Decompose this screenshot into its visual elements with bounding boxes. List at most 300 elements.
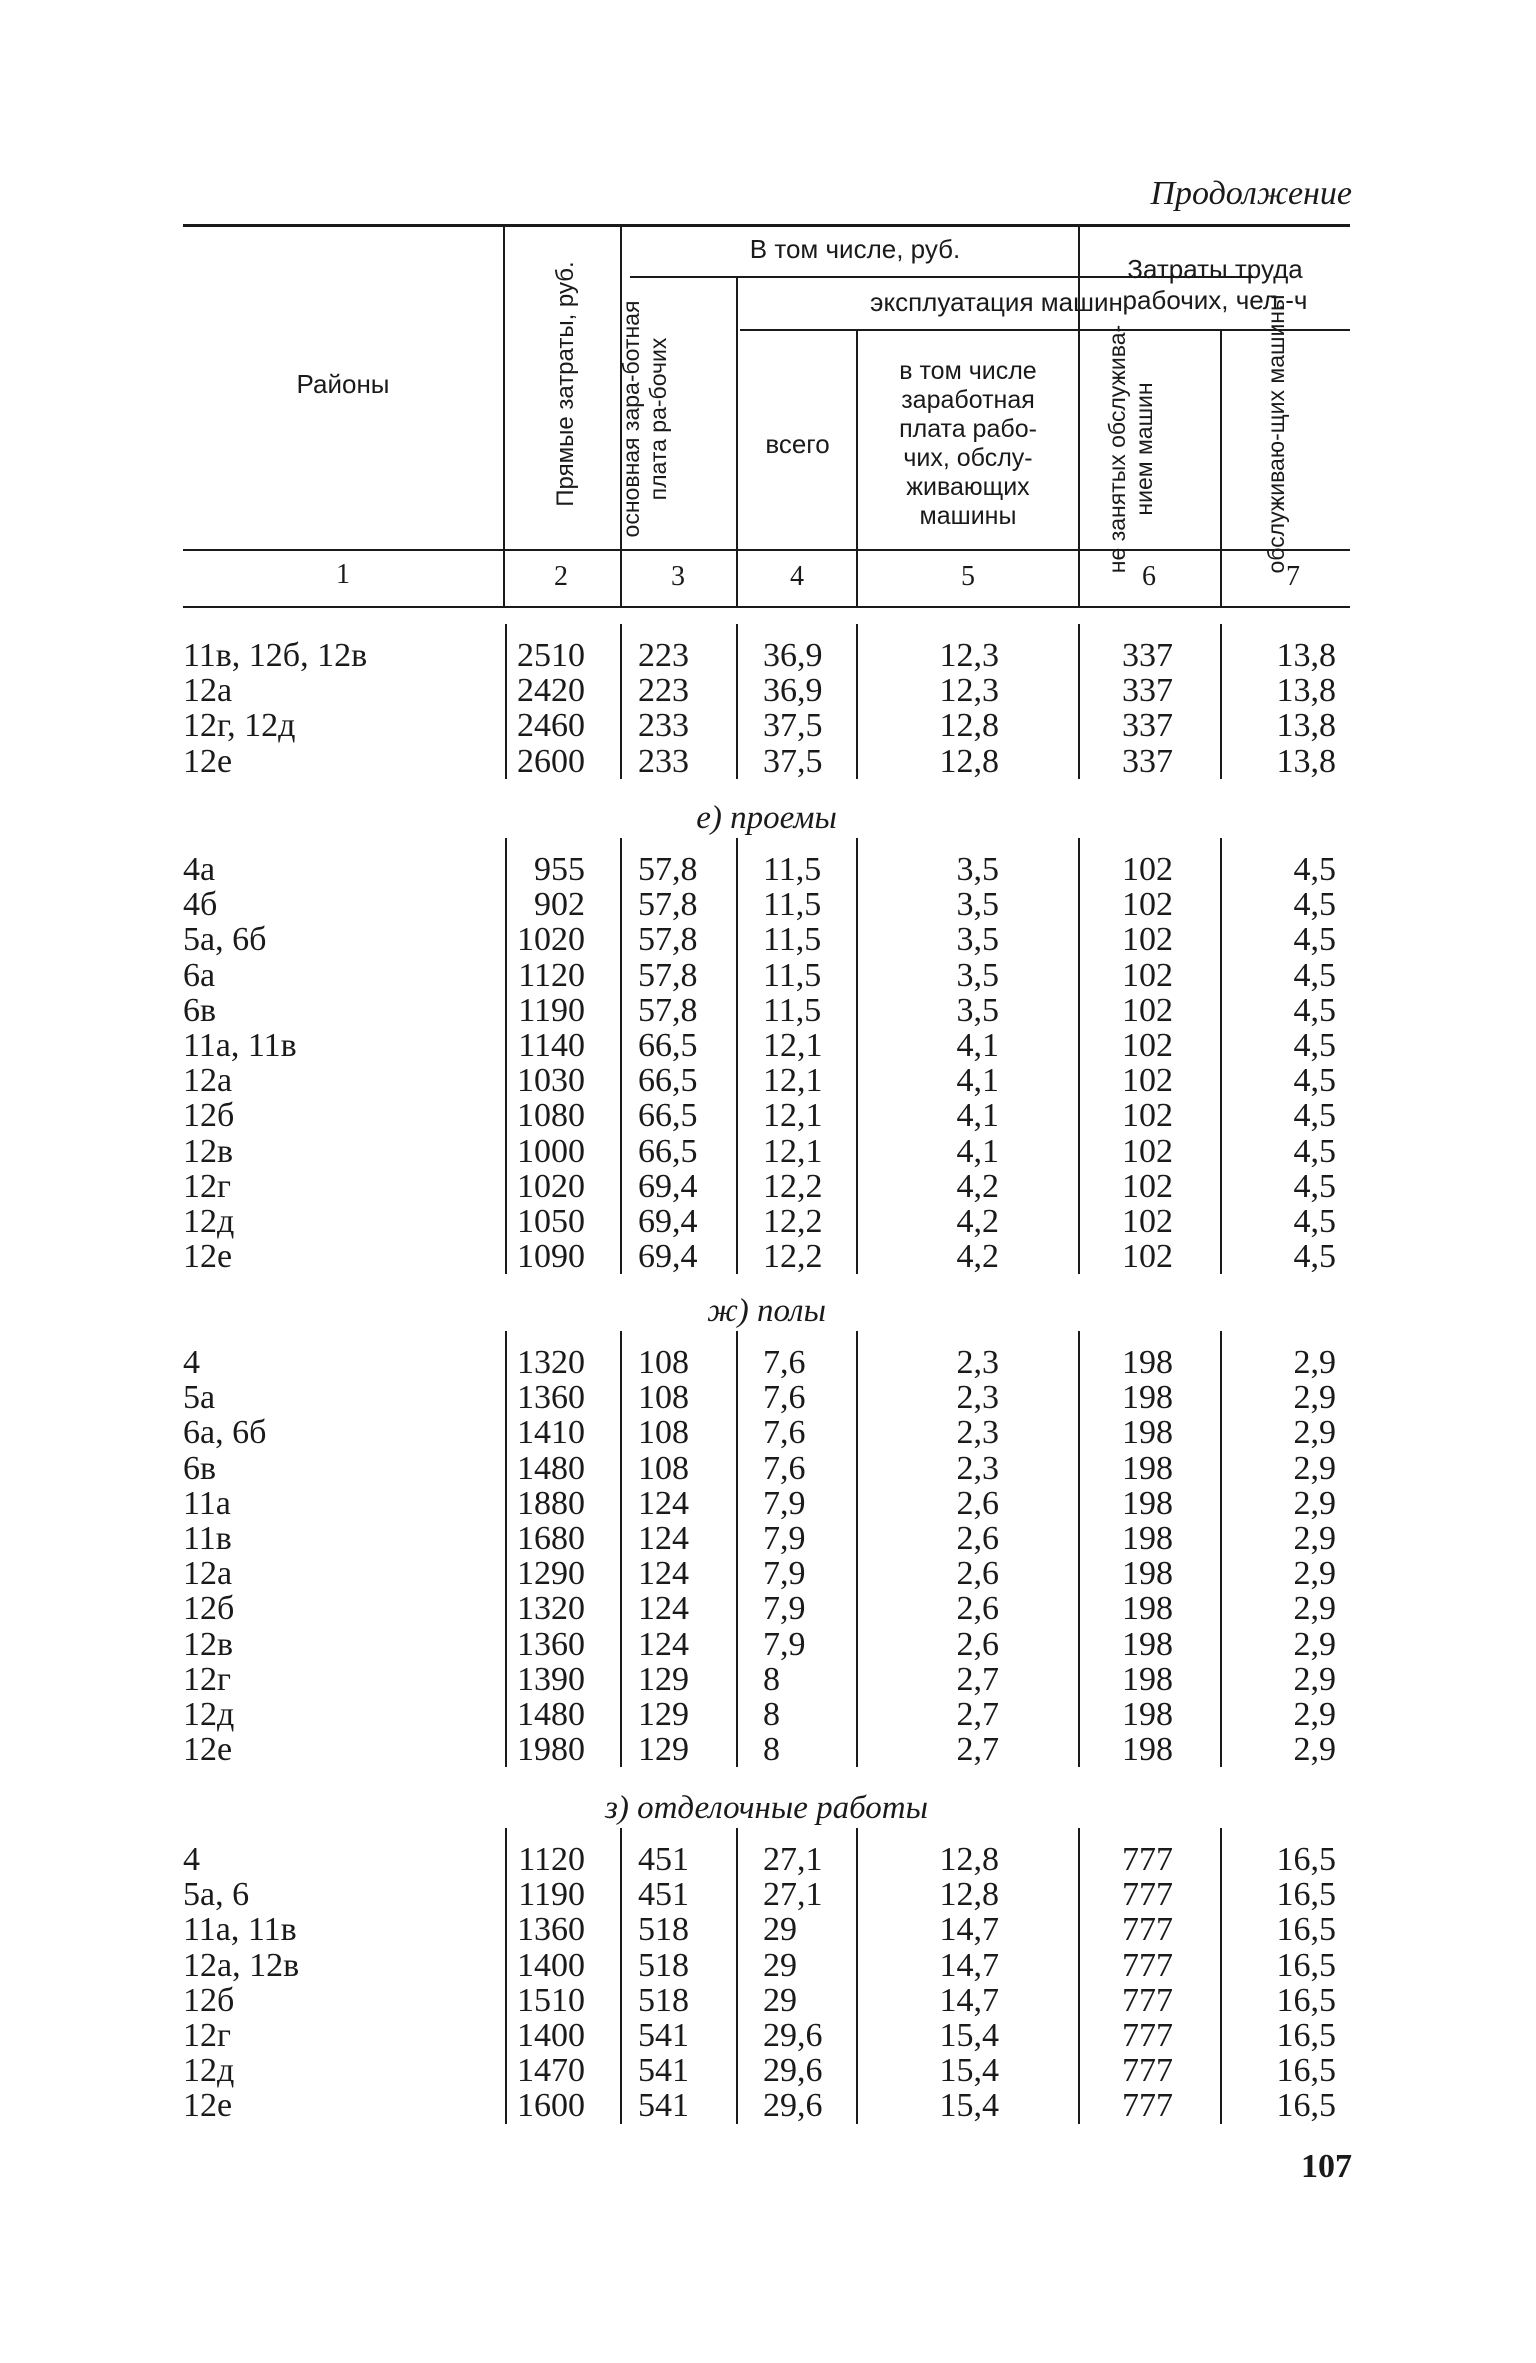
value-cell: 1120 bbox=[518, 1841, 585, 1878]
value-cell: 69,4 bbox=[638, 1238, 698, 1276]
region-cell: 12д bbox=[183, 2052, 235, 2090]
value-cell: 29,6 bbox=[763, 2052, 823, 2090]
value-cell: 451 bbox=[638, 1876, 689, 1914]
value-cell: 1090 bbox=[517, 1238, 585, 1276]
table-row bbox=[183, 1877, 1350, 1912]
region-cell: 5а bbox=[183, 1379, 216, 1417]
hdr-vline-6 bbox=[1220, 329, 1222, 607]
value-cell: 15,4 bbox=[939, 2052, 999, 2090]
direct-costs-header: Прямые затраты, руб. bbox=[552, 261, 579, 507]
value-cell: 129 bbox=[638, 1731, 689, 1769]
value-cell: 198 bbox=[1122, 1520, 1173, 1557]
value-cell: 198 bbox=[1122, 1660, 1173, 1698]
value-cell: 14,7 bbox=[939, 1981, 999, 2019]
value-cell: 518 bbox=[638, 1911, 689, 1949]
region-cell: 4а bbox=[183, 851, 216, 888]
value-cell: 777 bbox=[1122, 1911, 1173, 1949]
value-cell: 777 bbox=[1122, 2052, 1173, 2090]
region-cell: 12а bbox=[183, 1062, 233, 1100]
value-cell: 2,7 bbox=[956, 1731, 999, 1769]
table-row bbox=[183, 673, 1350, 708]
value-cell: 337 bbox=[1122, 672, 1173, 710]
value-cell: 198 bbox=[1122, 1555, 1173, 1593]
region-cell: 11а, 11в bbox=[183, 1027, 297, 1064]
value-cell: 57,8 bbox=[638, 886, 698, 924]
region-cell: 12г bbox=[183, 1660, 231, 1698]
value-cell: 12,8 bbox=[939, 707, 999, 745]
value-cell: 12,8 bbox=[939, 1876, 999, 1914]
value-cell: 541 bbox=[638, 2052, 689, 2090]
value-cell: 102 bbox=[1122, 1097, 1173, 1135]
value-cell: 16,5 bbox=[1276, 1841, 1336, 1878]
value-cell: 198 bbox=[1122, 1590, 1173, 1628]
table-row bbox=[183, 1169, 1350, 1204]
value-cell: 1480 bbox=[517, 1449, 585, 1487]
value-cell: 1020 bbox=[517, 1167, 585, 1205]
value-cell: 2,9 bbox=[1293, 1379, 1336, 1417]
region-cell: 12г bbox=[183, 2017, 231, 2054]
value-cell: 2,9 bbox=[1293, 1660, 1336, 1698]
value-cell: 108 bbox=[638, 1379, 689, 1417]
value-cell: 29,6 bbox=[763, 2017, 823, 2054]
value-cell: 2,9 bbox=[1293, 1590, 1336, 1628]
table-row bbox=[183, 638, 1350, 673]
value-cell: 1410 bbox=[517, 1414, 585, 1452]
value-cell: 1510 bbox=[517, 1981, 585, 2019]
value-cell: 12,3 bbox=[939, 672, 999, 710]
value-cell: 102 bbox=[1122, 991, 1173, 1029]
value-cell: 108 bbox=[638, 1414, 689, 1452]
value-cell: 102 bbox=[1122, 1238, 1173, 1276]
value-cell: 4,5 bbox=[1293, 1097, 1336, 1135]
table-row bbox=[183, 1697, 1350, 1732]
value-cell: 16,5 bbox=[1276, 2087, 1336, 2125]
table-row bbox=[183, 1591, 1350, 1626]
table-row bbox=[183, 852, 1350, 887]
value-cell: 14,7 bbox=[939, 1946, 999, 1984]
value-cell: 7,9 bbox=[763, 1625, 806, 1663]
value-cell: 2510 bbox=[517, 637, 585, 674]
continuation-label: Продолжение bbox=[1150, 175, 1352, 212]
table-row bbox=[183, 1521, 1350, 1556]
value-cell: 12,8 bbox=[939, 1841, 999, 1878]
region-cell: 4 bbox=[183, 1841, 200, 1878]
value-cell: 1360 bbox=[517, 1379, 585, 1417]
value-cell: 2,9 bbox=[1293, 1344, 1336, 1381]
colnum-6: 6 bbox=[1142, 561, 1156, 592]
table-row bbox=[183, 708, 1350, 743]
section-title: е) проемы bbox=[696, 800, 837, 836]
value-cell: 66,5 bbox=[638, 1097, 698, 1135]
value-cell: 11,5 bbox=[763, 886, 822, 924]
value-cell: 1000 bbox=[517, 1132, 585, 1170]
value-cell: 102 bbox=[1122, 1167, 1173, 1205]
value-cell: 129 bbox=[638, 1660, 689, 1698]
value-cell: 1080 bbox=[517, 1097, 585, 1135]
value-cell: 12,2 bbox=[763, 1167, 823, 1205]
value-cell: 1140 bbox=[518, 1027, 585, 1064]
value-cell: 2420 bbox=[517, 672, 585, 710]
value-cell: 2,7 bbox=[956, 1660, 999, 1698]
value-cell: 1320 bbox=[517, 1590, 585, 1628]
value-cell: 1320 bbox=[517, 1344, 585, 1381]
labor-header: Затраты труда рабочих, чел.-ч bbox=[1122, 254, 1308, 315]
value-cell: 2460 bbox=[517, 707, 585, 745]
value-cell: 16,5 bbox=[1276, 1981, 1336, 2019]
region-cell: 12в bbox=[183, 1132, 234, 1170]
table-row bbox=[183, 958, 1350, 993]
value-cell: 3,5 bbox=[956, 886, 999, 924]
value-cell: 233 bbox=[638, 742, 689, 780]
value-cell: 2,9 bbox=[1293, 1625, 1336, 1663]
region-cell: 11а, 11в bbox=[183, 1911, 297, 1949]
value-cell: 198 bbox=[1122, 1731, 1173, 1769]
value-cell: 124 bbox=[638, 1520, 689, 1557]
value-cell: 12,8 bbox=[939, 742, 999, 780]
value-cell: 102 bbox=[1122, 1203, 1173, 1240]
value-cell: 451 bbox=[638, 1841, 689, 1878]
value-cell: 16,5 bbox=[1276, 1946, 1336, 1984]
region-cell: 12г, 12д bbox=[183, 707, 296, 745]
value-cell: 102 bbox=[1122, 956, 1173, 994]
region-cell: 6в bbox=[183, 991, 217, 1029]
value-cell: 13,8 bbox=[1276, 742, 1336, 780]
value-cell: 66,5 bbox=[638, 1132, 698, 1170]
value-cell: 4,5 bbox=[1293, 1062, 1336, 1100]
value-cell: 4,1 bbox=[956, 1062, 999, 1100]
table-row bbox=[183, 1098, 1350, 1133]
value-cell: 198 bbox=[1122, 1379, 1173, 1417]
value-cell: 4,5 bbox=[1293, 886, 1336, 924]
value-cell: 223 bbox=[638, 637, 689, 674]
table-row bbox=[183, 1662, 1350, 1697]
colnum-7: 7 bbox=[1286, 561, 1300, 592]
incl-machine-wages-header: в том числе заработная плата рабо-чих, обслу-живающих машины bbox=[899, 357, 1037, 530]
value-cell: 4,1 bbox=[956, 1097, 999, 1135]
value-cell: 1360 bbox=[517, 1625, 585, 1663]
section-title: з) отделочные работы bbox=[604, 1790, 928, 1826]
value-cell: 2,9 bbox=[1293, 1696, 1336, 1733]
region-cell: 12е bbox=[183, 1731, 233, 1769]
table-row bbox=[183, 1912, 1350, 1947]
value-cell: 2,9 bbox=[1293, 1449, 1336, 1487]
region-cell: 12д bbox=[183, 1203, 235, 1240]
table-row bbox=[183, 1451, 1350, 1486]
table-row bbox=[183, 1948, 1350, 1983]
region-cell: 4б bbox=[183, 886, 218, 924]
value-cell: 11,5 bbox=[763, 851, 822, 888]
value-cell: 2,6 bbox=[956, 1590, 999, 1628]
region-cell: 11а bbox=[183, 1484, 231, 1522]
value-cell: 57,8 bbox=[638, 956, 698, 994]
region-cell: 12е bbox=[183, 742, 233, 780]
value-cell: 29,6 bbox=[763, 2087, 823, 2125]
value-cell: 16,5 bbox=[1276, 2017, 1336, 2054]
value-cell: 108 bbox=[638, 1449, 689, 1487]
value-cell: 2,6 bbox=[956, 1555, 999, 1593]
including-header: В том числе, руб. bbox=[749, 234, 961, 264]
value-cell: 777 bbox=[1122, 2017, 1173, 2054]
value-cell: 2,7 bbox=[956, 1696, 999, 1733]
colnum-1: 1 bbox=[336, 559, 350, 590]
value-cell: 4,5 bbox=[1293, 991, 1336, 1029]
colnum-2: 2 bbox=[554, 561, 568, 592]
value-cell: 8 bbox=[763, 1696, 780, 1733]
value-cell: 1290 bbox=[517, 1555, 585, 1593]
hdr-vline-3 bbox=[736, 276, 738, 607]
value-cell: 13,8 bbox=[1276, 637, 1336, 674]
value-cell: 11,5 bbox=[763, 991, 822, 1029]
value-cell: 337 bbox=[1122, 707, 1173, 745]
table-row bbox=[183, 1134, 1350, 1169]
value-cell: 2,9 bbox=[1293, 1555, 1336, 1593]
hdr-vline-4 bbox=[856, 329, 858, 607]
region-cell: 12а, 12в bbox=[183, 1946, 300, 1984]
value-cell: 57,8 bbox=[638, 991, 698, 1029]
value-cell: 1600 bbox=[517, 2087, 585, 2125]
machine-operation-header: эксплуатация машин bbox=[870, 287, 1123, 317]
region-cell: 11в bbox=[183, 1520, 232, 1557]
value-cell: 2,9 bbox=[1293, 1414, 1336, 1452]
value-cell: 27,1 bbox=[763, 1876, 823, 1914]
value-cell: 8 bbox=[763, 1731, 780, 1769]
value-cell: 777 bbox=[1122, 1876, 1173, 1914]
value-cell: 12,1 bbox=[763, 1132, 823, 1170]
value-cell: 3,5 bbox=[956, 956, 999, 994]
value-cell: 102 bbox=[1122, 921, 1173, 959]
value-cell: 12,3 bbox=[939, 637, 999, 674]
not-machine-header: не занятых обслужива-нием машин bbox=[1104, 324, 1157, 574]
value-cell: 1360 bbox=[517, 1911, 585, 1949]
value-cell: 36,9 bbox=[763, 672, 823, 710]
hdr-vline-1 bbox=[503, 224, 505, 607]
value-cell: 7,9 bbox=[763, 1555, 806, 1593]
value-cell: 4,5 bbox=[1293, 1167, 1336, 1205]
value-cell: 198 bbox=[1122, 1696, 1173, 1733]
value-cell: 8 bbox=[763, 1660, 780, 1698]
value-cell: 223 bbox=[638, 672, 689, 710]
value-cell: 57,8 bbox=[638, 921, 698, 959]
value-cell: 2,9 bbox=[1293, 1520, 1336, 1557]
value-cell: 337 bbox=[1122, 637, 1173, 674]
region-cell: 12е bbox=[183, 2087, 233, 2125]
value-cell: 4,5 bbox=[1293, 851, 1336, 888]
table-row bbox=[183, 1627, 1350, 1662]
value-cell: 1030 bbox=[517, 1062, 585, 1100]
machine-operators-header: обслуживаю-щих машины bbox=[1263, 294, 1289, 574]
value-cell: 37,5 bbox=[763, 707, 823, 745]
region-cell: 6а bbox=[183, 956, 216, 994]
value-cell: 777 bbox=[1122, 2087, 1173, 2125]
value-cell: 124 bbox=[638, 1625, 689, 1663]
value-cell: 1390 bbox=[517, 1660, 585, 1698]
value-cell: 7,6 bbox=[763, 1344, 806, 1381]
value-cell: 4,5 bbox=[1293, 1238, 1336, 1276]
value-cell: 29 bbox=[763, 1911, 797, 1949]
value-cell: 29 bbox=[763, 1946, 797, 1984]
value-cell: 11,5 bbox=[763, 956, 822, 994]
value-cell: 198 bbox=[1122, 1449, 1173, 1487]
value-cell: 902 bbox=[534, 886, 585, 924]
value-cell: 4,1 bbox=[956, 1027, 999, 1064]
value-cell: 198 bbox=[1122, 1344, 1173, 1381]
value-cell: 69,4 bbox=[638, 1203, 698, 1240]
value-cell: 1880 bbox=[517, 1484, 585, 1522]
table-row bbox=[183, 1842, 1350, 1877]
value-cell: 3,5 bbox=[956, 921, 999, 959]
value-cell: 102 bbox=[1122, 851, 1173, 888]
table-row bbox=[183, 1732, 1350, 1767]
value-cell: 2,6 bbox=[956, 1625, 999, 1663]
value-cell: 102 bbox=[1122, 1027, 1173, 1064]
value-cell: 108 bbox=[638, 1344, 689, 1381]
value-cell: 12,1 bbox=[763, 1027, 823, 1064]
value-cell: 518 bbox=[638, 1946, 689, 1984]
value-cell: 15,4 bbox=[939, 2017, 999, 2054]
table-row bbox=[183, 1028, 1350, 1063]
value-cell: 11,5 bbox=[763, 921, 822, 959]
value-cell: 518 bbox=[638, 1981, 689, 2019]
colnum-5: 5 bbox=[961, 561, 975, 592]
region-cell: 12а bbox=[183, 1555, 233, 1593]
value-cell: 29 bbox=[763, 1981, 797, 2019]
value-cell: 4,5 bbox=[1293, 1132, 1336, 1170]
region-cell: 4 bbox=[183, 1344, 200, 1381]
table-row bbox=[183, 993, 1350, 1028]
value-cell: 4,5 bbox=[1293, 921, 1336, 959]
value-cell: 7,6 bbox=[763, 1414, 806, 1452]
value-cell: 233 bbox=[638, 707, 689, 745]
value-cell: 3,5 bbox=[956, 991, 999, 1029]
value-cell: 2,6 bbox=[956, 1520, 999, 1557]
value-cell: 541 bbox=[638, 2017, 689, 2054]
value-cell: 124 bbox=[638, 1484, 689, 1522]
value-cell: 1190 bbox=[518, 1876, 585, 1914]
table-row bbox=[183, 2018, 1350, 2053]
table-row bbox=[183, 1380, 1350, 1415]
table-row bbox=[183, 2088, 1350, 2123]
value-cell: 12,2 bbox=[763, 1238, 823, 1276]
value-cell: 102 bbox=[1122, 1132, 1173, 1170]
table-row bbox=[183, 744, 1350, 779]
value-cell: 16,5 bbox=[1276, 1911, 1336, 1949]
value-cell: 15,4 bbox=[939, 2087, 999, 2125]
value-cell: 1050 bbox=[517, 1203, 585, 1240]
value-cell: 955 bbox=[534, 851, 585, 888]
table-row bbox=[183, 1239, 1350, 1274]
table-row bbox=[183, 1486, 1350, 1521]
region-cell: 11в, 12б, 12в bbox=[183, 637, 368, 674]
value-cell: 198 bbox=[1122, 1414, 1173, 1452]
value-cell: 1120 bbox=[518, 956, 585, 994]
value-cell: 7,9 bbox=[763, 1484, 806, 1522]
table-row bbox=[183, 1983, 1350, 2018]
regions-header: Районы bbox=[296, 369, 390, 399]
value-cell: 57,8 bbox=[638, 851, 698, 888]
value-cell: 7,6 bbox=[763, 1449, 806, 1487]
value-cell: 4,5 bbox=[1293, 1027, 1336, 1064]
table-row bbox=[183, 1556, 1350, 1591]
table-row bbox=[183, 2053, 1350, 2088]
value-cell: 1980 bbox=[517, 1731, 585, 1769]
region-cell: 12в bbox=[183, 1625, 234, 1663]
region-cell: 6а, 6б bbox=[183, 1414, 267, 1452]
table-row bbox=[183, 1415, 1350, 1450]
value-cell: 2,3 bbox=[956, 1449, 999, 1487]
value-cell: 3,5 bbox=[956, 851, 999, 888]
value-cell: 4,1 bbox=[956, 1132, 999, 1170]
value-cell: 7,9 bbox=[763, 1590, 806, 1628]
value-cell: 777 bbox=[1122, 1841, 1173, 1878]
value-cell: 4,2 bbox=[956, 1167, 999, 1205]
table-row bbox=[183, 922, 1350, 957]
section-title: ж) полы bbox=[707, 1293, 826, 1329]
costs-table bbox=[183, 224, 1350, 2184]
value-cell: 1190 bbox=[518, 991, 585, 1029]
value-cell: 7,9 bbox=[763, 1520, 806, 1557]
table-row bbox=[183, 887, 1350, 922]
value-cell: 1480 bbox=[517, 1696, 585, 1733]
value-cell: 102 bbox=[1122, 886, 1173, 924]
value-cell: 13,8 bbox=[1276, 672, 1336, 710]
value-cell: 777 bbox=[1122, 1981, 1173, 2019]
value-cell: 4,5 bbox=[1293, 1203, 1336, 1240]
value-cell: 4,2 bbox=[956, 1203, 999, 1240]
region-cell: 12е bbox=[183, 1238, 233, 1276]
value-cell: 2,3 bbox=[956, 1379, 999, 1417]
value-cell: 2,6 bbox=[956, 1484, 999, 1522]
region-cell: 5а, 6б bbox=[183, 921, 267, 959]
colnum-4: 4 bbox=[790, 561, 804, 592]
value-cell: 2600 bbox=[517, 742, 585, 780]
region-cell: 12б bbox=[183, 1097, 235, 1135]
table-row bbox=[183, 1345, 1350, 1380]
value-cell: 777 bbox=[1122, 1946, 1173, 1984]
table-top-rule bbox=[183, 224, 1350, 227]
value-cell: 13,8 bbox=[1276, 707, 1336, 745]
value-cell: 4,5 bbox=[1293, 956, 1336, 994]
value-cell: 2,3 bbox=[956, 1414, 999, 1452]
page-number: 107 bbox=[1301, 2148, 1352, 2185]
table-row bbox=[183, 1063, 1350, 1098]
value-cell: 129 bbox=[638, 1696, 689, 1733]
region-cell: 12б bbox=[183, 1590, 235, 1628]
value-cell: 124 bbox=[638, 1555, 689, 1593]
value-cell: 2,9 bbox=[1293, 1731, 1336, 1769]
value-cell: 124 bbox=[638, 1590, 689, 1628]
value-cell: 102 bbox=[1122, 1062, 1173, 1100]
region-cell: 12б bbox=[183, 1981, 235, 2019]
value-cell: 4,2 bbox=[956, 1238, 999, 1276]
colnum-3: 3 bbox=[671, 561, 685, 592]
table-row bbox=[183, 1204, 1350, 1239]
value-cell: 14,7 bbox=[939, 1911, 999, 1949]
value-cell: 12,1 bbox=[763, 1097, 823, 1135]
value-cell: 66,5 bbox=[638, 1062, 698, 1100]
region-cell: 5а, 6 bbox=[183, 1876, 250, 1914]
value-cell: 12,1 bbox=[763, 1062, 823, 1100]
value-cell: 1400 bbox=[517, 1946, 585, 1984]
region-cell: 6в bbox=[183, 1449, 217, 1487]
value-cell: 198 bbox=[1122, 1484, 1173, 1522]
value-cell: 1020 bbox=[517, 921, 585, 959]
value-cell: 16,5 bbox=[1276, 1876, 1336, 1914]
value-cell: 198 bbox=[1122, 1625, 1173, 1663]
region-cell: 12а bbox=[183, 672, 233, 710]
value-cell: 1680 bbox=[517, 1520, 585, 1557]
region-cell: 12д bbox=[183, 1696, 235, 1733]
value-cell: 1470 bbox=[517, 2052, 585, 2090]
